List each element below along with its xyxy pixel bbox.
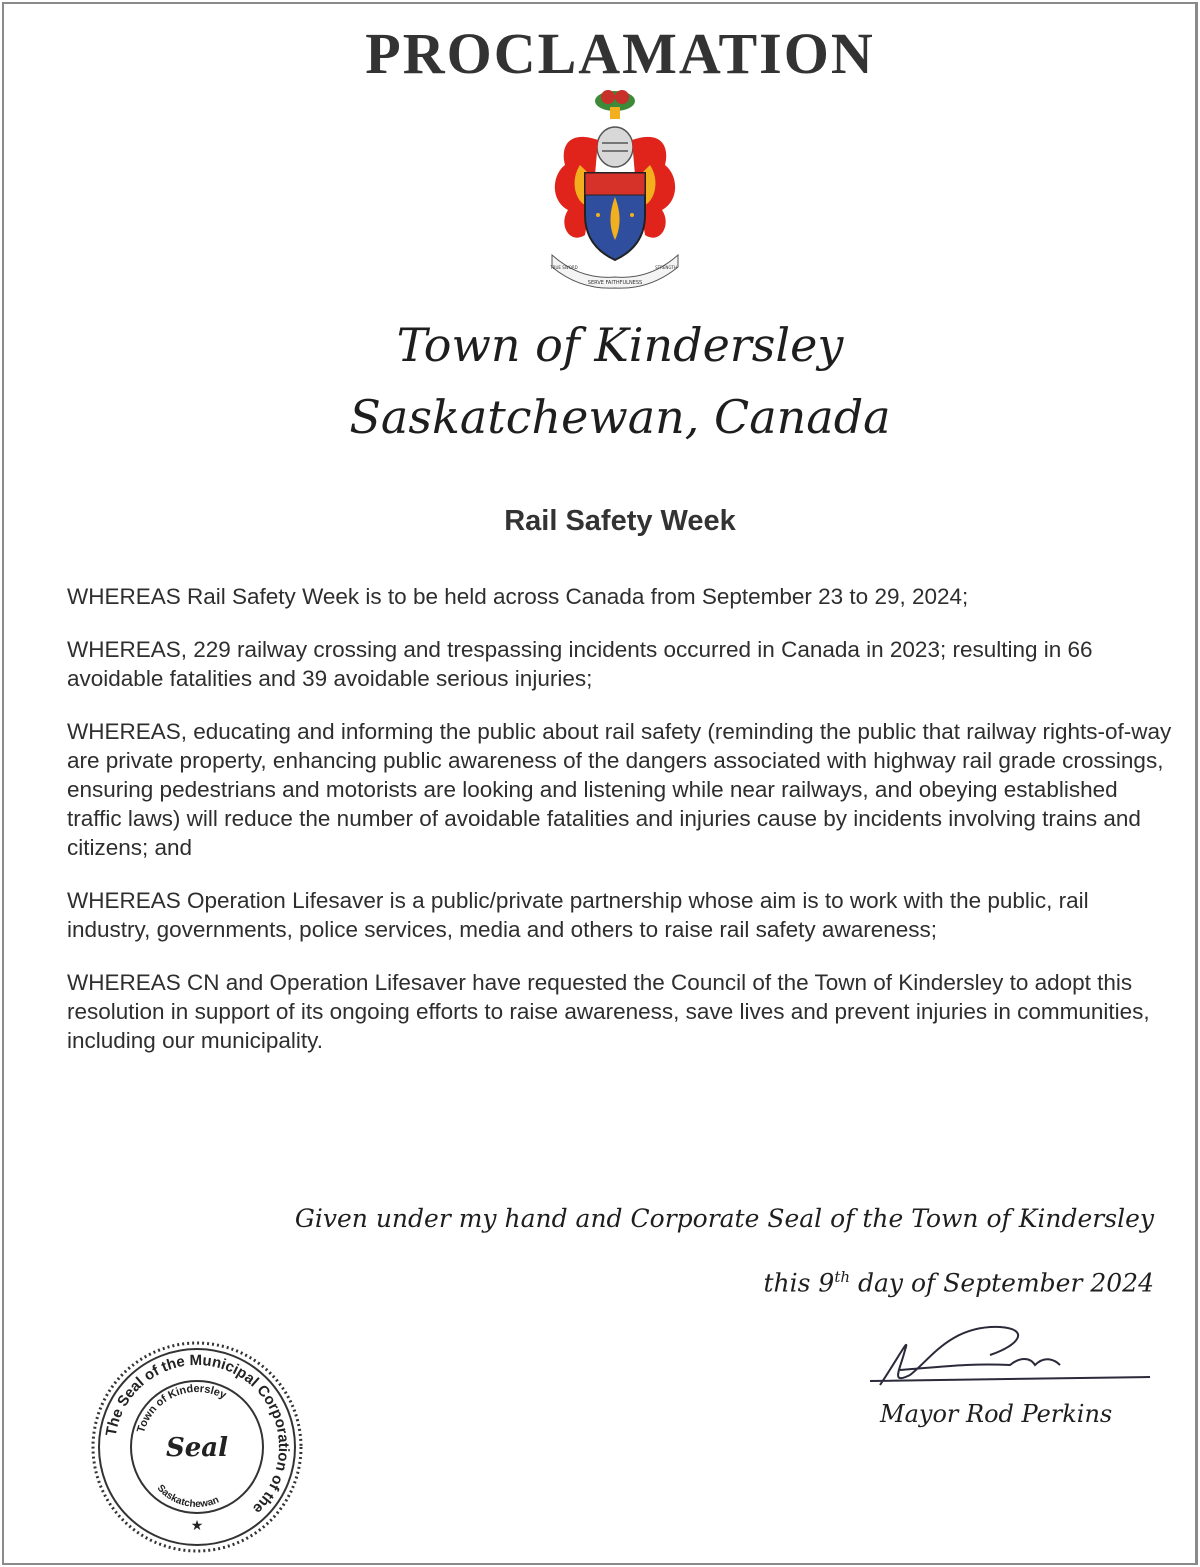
whereas-paragraph: WHEREAS Operation Lifesaver is a public/private partnership whose aim is to work with the public, rail industry, governments, police services, media and others to raise rail safety awareness; <box>67 888 1089 942</box>
svg-text:TRUE SWORD: TRUE SWORD <box>550 265 578 270</box>
date-rest: day of September 2024 <box>850 1268 1154 1298</box>
svg-text:SERVE FAITHFULNESS: SERVE FAITHFULNESS <box>587 280 643 286</box>
town-location: Saskatchewan, Canada <box>349 390 891 444</box>
date-ordinal: th <box>834 1268 851 1286</box>
svg-text:Seal: Seal <box>165 1433 229 1463</box>
proclamation-body <box>67 582 1172 1079</box>
svg-text:Town of Kindersley: Town of Kindersley <box>135 1382 229 1435</box>
whereas-paragraph: WHEREAS Rail Safety Week is to be held across Canada from September 23 to 29, 2024; <box>67 584 969 609</box>
svg-text:Saskatchewan: Saskatchewan <box>154 1482 221 1511</box>
page-title: PROCLAMATION <box>365 21 875 86</box>
svg-text:★: ★ <box>190 1517 204 1533</box>
whereas-paragraph: WHEREAS, 229 railway crossing and trespassing incidents occurred in Canada in 2023; resulting in 66 avoidable fatalities and 39 avoidable serious injuries; <box>67 637 1093 691</box>
town-name: Town of Kindersley <box>396 318 844 372</box>
date-prefix: this 9 <box>763 1268 835 1298</box>
svg-text:STRENGTH: STRENGTH <box>655 265 677 270</box>
coat-of-arms-icon <box>540 85 690 295</box>
document-title: Rail Safety Week <box>504 505 736 537</box>
whereas-paragraph: WHEREAS CN and Operation Lifesaver have requested the Council of the Town of Kindersley to adopt this resolution in support of its ongoing efforts to raise awareness, save lives and prevent injuries in communities, including our municipality. <box>67 970 1150 1053</box>
given-line: Given under my hand and Corporate Seal of the Town of Kindersley <box>294 1204 1154 1233</box>
signatory-name: Mayor Rod Perkins <box>880 1400 1113 1428</box>
signature-icon <box>860 1315 1160 1395</box>
municipal-seal-icon <box>90 1340 305 1555</box>
svg-text:The Seal of the Municipal Corp: The Seal of the Municipal Corporation of the <box>102 1351 293 1518</box>
crest-top-icon <box>595 90 635 119</box>
whereas-paragraph: WHEREAS, educating and informing the public about rail safety (reminding the public that railway rights-of-way are private property, enhancing public awareness of the dangers associated with highway rail grade crossings, ensuring pedestrians and motorists are looking and listening while near railways, and obeying established traffic laws) will reduce the number of avoidable fatalities and injuries cause by incidents involving trains and citizens; and <box>67 719 1172 860</box>
date-line <box>764 1268 1155 1297</box>
